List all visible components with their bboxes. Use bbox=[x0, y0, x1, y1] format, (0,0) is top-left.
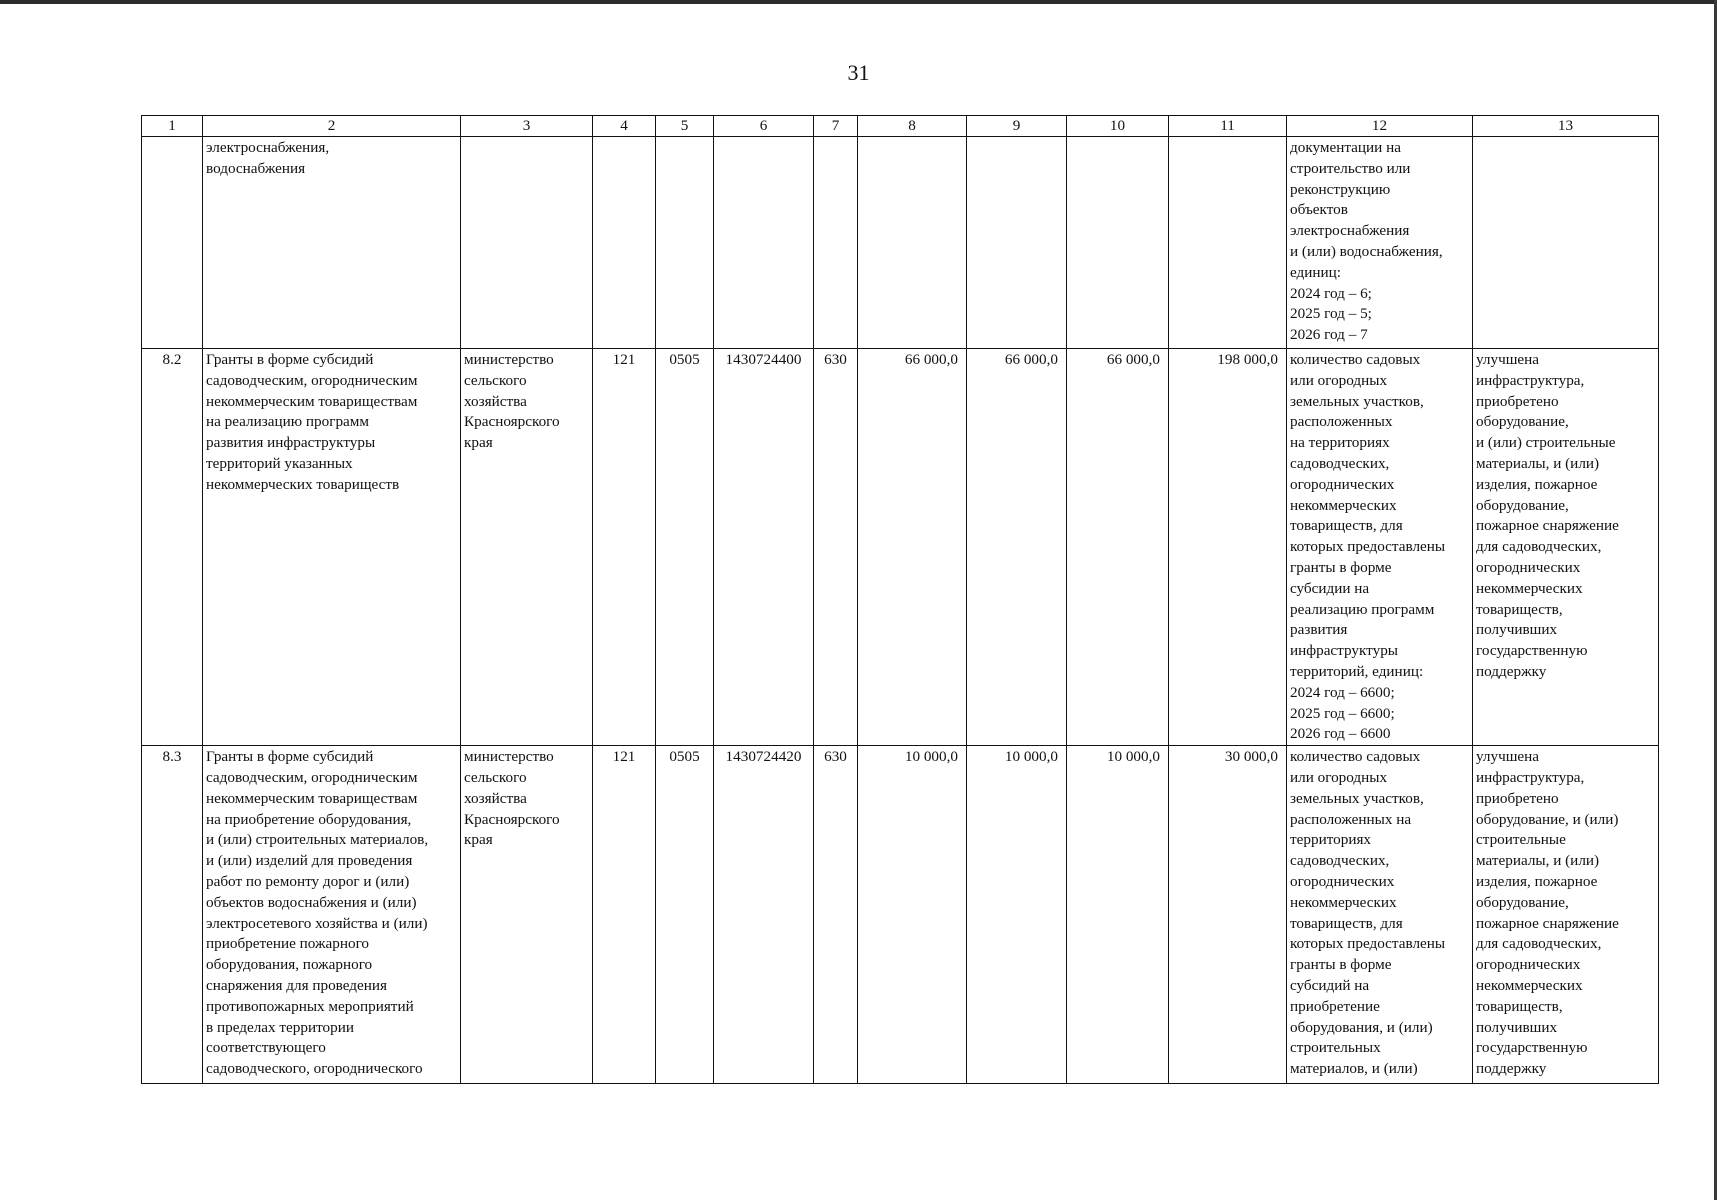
expected-result-cell: документации на строительство или реконструкцию объектов электроснабжения и (или) водоснабжения, единиц: 2024 год – 6; 2025 год – 5; 2026 год – 7 bbox=[1287, 137, 1473, 349]
expense-type-cell: 630 bbox=[814, 746, 858, 1084]
column-number: 8 bbox=[858, 116, 967, 137]
total-amount-cell: 198 000,0 bbox=[1169, 349, 1287, 746]
amount-cell: 10 000,0 bbox=[1067, 746, 1169, 1084]
grbs-cell: 121 bbox=[593, 349, 656, 746]
section-code-cell bbox=[656, 137, 714, 349]
measure-name-cell: Гранты в форме субсидий садоводческим, огородническим некоммерческим товариществам на приобретение оборудования, и (или) строительных материалов, и (или) изделий для проведения работ по ремонту дорог и (или) объектов водоснабжения и (или) электросетевого хозяйства и (или) приобретение пожарного оборудования, пожарного снаряжения для проведения противопожарных мероприятий в пределах территории соответствующего садоводческого, огороднического bbox=[203, 746, 461, 1084]
total-amount-cell: 30 000,0 bbox=[1169, 746, 1287, 1084]
column-number: 3 bbox=[461, 116, 593, 137]
amount-cell: 66 000,0 bbox=[1067, 349, 1169, 746]
column-number: 6 bbox=[714, 116, 814, 137]
total-amount-cell bbox=[1169, 137, 1287, 349]
amount-cell bbox=[1067, 137, 1169, 349]
measure-name-cell: электроснабжения, водоснабжения bbox=[203, 137, 461, 349]
effect-cell: улучшена инфраструктура, приобретено оборудование, и (или) строительные материалы, и (или) изделия, пожарное оборудование, пожарное снаряжение для садоводческих, огороднических некоммерческих товариществ, получивших государственную поддержку bbox=[1473, 746, 1659, 1084]
expense-type-cell bbox=[814, 137, 858, 349]
expense-type-cell: 630 bbox=[814, 349, 858, 746]
scan-edge-top bbox=[0, 0, 1717, 4]
amount-cell: 10 000,0 bbox=[858, 746, 967, 1084]
amount-cell: 66 000,0 bbox=[967, 349, 1067, 746]
table-row-continuation bbox=[142, 137, 1659, 349]
grbs-cell bbox=[593, 137, 656, 349]
column-number: 9 bbox=[967, 116, 1067, 137]
executor-cell: министерство сельского хозяйства Красноярского края bbox=[461, 349, 593, 746]
table-row-8-2 bbox=[142, 349, 1659, 746]
expected-result-cell: количество садовых или огородных земельных участков, расположенных на территориях садоводческих, огороднических некоммерческих товариществ, для которых предоставлены гранты в форме субсидий на приобретение оборудования, и (или) строительных материалов, и (или) bbox=[1287, 746, 1473, 1084]
executor-cell: министерство сельского хозяйства Красноярского края bbox=[461, 746, 593, 1084]
item-number-cell bbox=[142, 137, 203, 349]
column-number: 10 bbox=[1067, 116, 1169, 137]
effect-cell bbox=[1473, 137, 1659, 349]
column-number: 5 bbox=[656, 116, 714, 137]
target-article-cell: 1430724420 bbox=[714, 746, 814, 1084]
amount-cell: 10 000,0 bbox=[967, 746, 1067, 1084]
item-number-cell: 8.3 bbox=[142, 746, 203, 1084]
amount-cell bbox=[967, 137, 1067, 349]
amount-cell bbox=[858, 137, 967, 349]
expected-result-cell: количество садовых или огородных земельных участков, расположенных на территориях садоводческих, огороднических некоммерческих товариществ, для которых предоставлены гранты в форме субсидии на реализацию программ развития инфраструктуры территорий, единиц: 2024 год – 6600; 2025 год – 6600; 2026 год – 6600 bbox=[1287, 349, 1473, 746]
executor-cell bbox=[461, 137, 593, 349]
grbs-cell: 121 bbox=[593, 746, 656, 1084]
column-number: 11 bbox=[1169, 116, 1287, 137]
target-article-cell bbox=[714, 137, 814, 349]
amount-cell: 66 000,0 bbox=[858, 349, 967, 746]
item-number-cell: 8.2 bbox=[142, 349, 203, 746]
column-number: 2 bbox=[203, 116, 461, 137]
target-article-cell: 1430724400 bbox=[714, 349, 814, 746]
table-row-8-3 bbox=[142, 746, 1659, 1084]
page-number: 31 bbox=[847, 60, 870, 85]
measure-name-cell: Гранты в форме субсидий садоводческим, огородническим некоммерческим товариществам на реализацию программ развития инфраструктуры территорий указанных некоммерческих товариществ bbox=[203, 349, 461, 746]
column-number-row bbox=[142, 116, 1659, 137]
program-measures-table bbox=[141, 115, 1659, 1084]
column-number: 12 bbox=[1287, 116, 1473, 137]
column-number: 1 bbox=[142, 116, 203, 137]
section-code-cell: 0505 bbox=[656, 349, 714, 746]
effect-cell: улучшена инфраструктура, приобретено оборудование, и (или) строительные материалы, и (или) изделия, пожарное оборудование, пожарное снаряжение для садоводческих, огороднических некоммерческих товариществ, получивших государственную поддержку bbox=[1473, 349, 1659, 746]
column-number: 4 bbox=[593, 116, 656, 137]
column-number: 13 bbox=[1473, 116, 1659, 137]
section-code-cell: 0505 bbox=[656, 746, 714, 1084]
column-number: 7 bbox=[814, 116, 858, 137]
